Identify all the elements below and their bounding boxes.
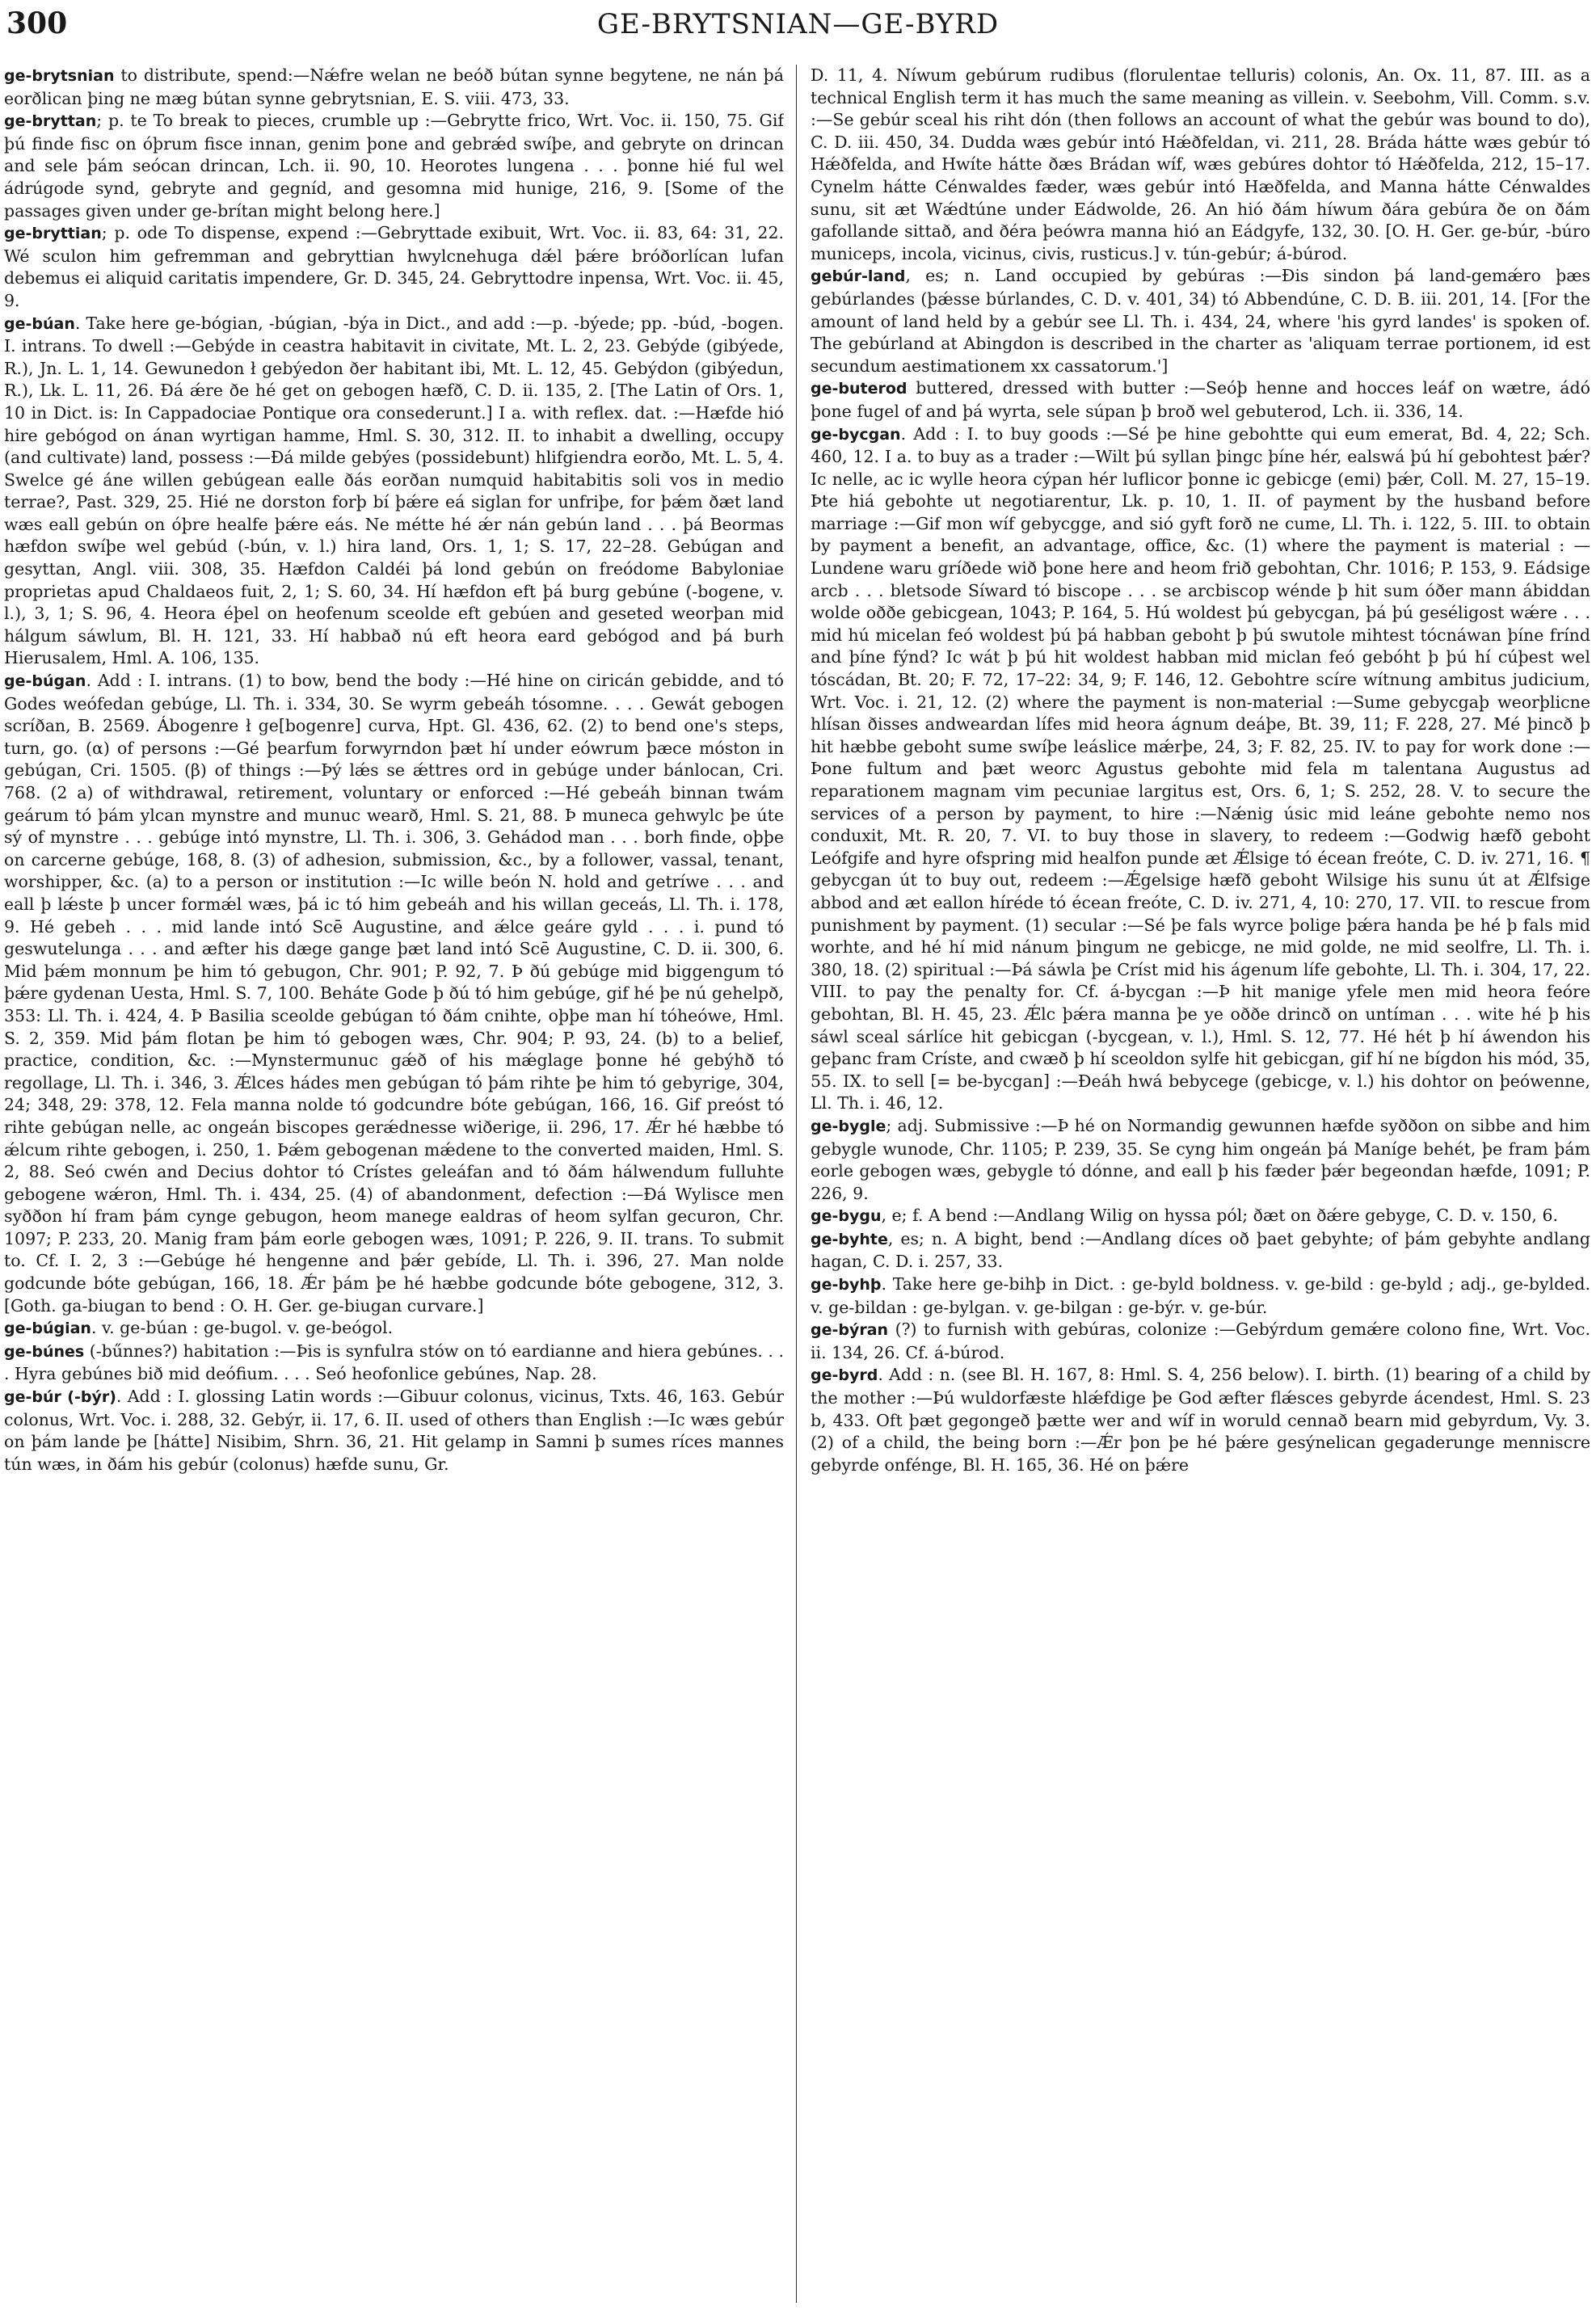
entry-headword: ge-byrd: [811, 1366, 878, 1385]
dictionary-entry: [811, 1273, 1590, 1319]
dictionary-entry: [4, 1317, 784, 1341]
entry-headword: ge-búr (-býr): [4, 1388, 116, 1407]
dictionary-entry: [811, 423, 1590, 1115]
entry-body: ; p. ode To dispense, expend :—Gebryttade exibuit, Wrt. Voc. ii. 83, 64: 31, 22. Wé sculon him gefremman and gebryttian hwylcnehuga dǽl þǽre bróðorlícan lufan debemus ei aliquid caritatis impendere, Gr. D. 345, 24. Gebryttodre inpensa, Wrt. Voc. ii. 45, 9.: [4, 223, 784, 310]
dictionary-entry: [811, 1205, 1590, 1228]
entry-headword: ge-byhte: [811, 1230, 888, 1248]
dictionary-entry: [811, 1115, 1590, 1205]
entry-body: . Add : n. (see Bl. H. 167, 8: Hml. S. 4, 256 below). I. birth. (1) bearing of a child by the mother :—Þú wuldorfæste hlǽfdige þe God æfter flǽsces gebyrde ácendest, Hml. S. 23 b, 433. Oft þæt gegongeð þætte wer and wíf in woruld cennað bearn mid gebyrdum, Vy. 3. (2) of a child, the being born :—Ǽr þon þe hé þǽre gesýnelican gegaderunge menniscre gebyrde onfénge, Bl. H. 165, 36. Hé on þǽre: [811, 1365, 1590, 1475]
entry-headword: ge-bycgan: [811, 425, 901, 444]
entry-body: ; p. te To break to pieces, crumble up :—Gebrytte frico, Wrt. Voc. ii. 150, 75. Gif þú finde fisc on óþrum fisce innan, genim þone and gebrǽd swíþe, and gebryte on drincan and sele þám seócan drincan, Lch. ii. 90, 10. Heorotes lungena . . . þonne hié ful wel ádrúgode synd, gebryte and gegníd, and gesomna mid hunige, 216, 9. [Some of the passages given under ge-brítan might belong here.]: [4, 111, 784, 221]
right-column: [811, 65, 1590, 2303]
left-column: [4, 65, 784, 2303]
dictionary-entry: [4, 110, 784, 222]
dictionary-entry: [811, 1364, 1590, 1476]
dictionary-entry: [4, 670, 784, 1317]
entry-headword: ge-búgian: [4, 1320, 91, 1338]
dictionary-entry: [811, 265, 1590, 377]
entry-body: . v. ge-búan : ge-bugol. v. ge-beógol.: [91, 1318, 394, 1338]
running-head: GE-BRYTSNIAN—GE-BYRD: [596, 8, 1000, 40]
entry-headword: ge-buterod: [811, 380, 907, 398]
dictionary-entry: [811, 377, 1590, 423]
entry-body: buttered, dressed with butter :—Seóþ henne and hocces leáf on wætre, ádó þone fugel of and þá wyrta, sele súpan þ broð wel gebuterod, Lch. ii. 336, 14.: [811, 378, 1590, 421]
entry-body: D. 11, 4. Níwum gebúrum rudibus (florulentae telluris) colonis, An. Ox. 11, 87. III. as a technical English term it has much the same meaning as villein. v. Seebohm, Vill. Comm. s.v. :—Se gebúr sceal his riht dón (then follows an account of what the gebúr was bound to do), C. D. iii. 450, 34. Dudda wæs gebúr intó Hǽðfeldan, vi. 211, 28. Bráda hátte wæs gebúr tó Hǽðfelda, and Hwíte hátte ðæs Brádan wíf, wæs gebúres dohtor tó Hǽðfelda, 212, 15–17. Cynelm hátte Cénwaldes fæder, wæs gebúr intó Hæðfelda, and Manna hátte Cénwaldes sunu, sit æt Wǽdtúne under Eádwolde, 26. An hió ðám híwum ðára gebúra ðe on ðám gafollande sittað, and ðéra þeówra manna hió an Eádgyfe, 132, 30. [O. H. Ger. ge-búr, -búro municeps, incola, vicinus, civis, rusticus.] v. tún-gebúr; á-búrod.: [811, 65, 1590, 263]
dictionary-entry: [4, 222, 784, 312]
page-number: 300: [6, 6, 68, 40]
entry-headword: ge-bygu: [811, 1207, 882, 1226]
column-divider: [796, 65, 797, 2303]
entry-headword: ge-bygle: [811, 1117, 886, 1135]
entry-body: (-bűnnes?) habitation :—Þis is synfulra stów on tó eardianne and hiera gebúnes. . . . Hyra gebúnes bið mid deófium. . . . Seó heofonlice gebúnes, Nap. 28.: [4, 1341, 784, 1384]
dictionary-entry: [811, 1319, 1590, 1364]
entry-body: . Add : I. glossing Latin words :—Gibuur colonus, vicinus, Txts. 46, 163. Gebúr colonus, Wrt. Voc. i. 288, 32. Gebýr, ii. 17, 6. II. used of others than English :—Ic wæs gebúr on þám lande þe [hátte] Nisibim, Shrn. 36, 21. Hit gelamp in Samni þ sumes ríces mannes tún wæs, in ðám his gebúr (colonus) hæfde sunu, Gr.: [4, 1387, 784, 1474]
entry-headword: ge-bryttan: [4, 112, 97, 131]
page-header: [0, 0, 1596, 57]
dictionary-entry: [811, 65, 1590, 265]
dictionary-entry: [4, 1386, 784, 1475]
entry-body: . Add : I. intrans. (1) to bow, bend the body :—Hé hine on ciricán gebidde, and tó Godes weófedan gebúge, Ll. Th. i. 334, 30. Se wyrm gebeáh tósomne. . . . Gewát gebogen scríðan, B. 2569. Ábogenre ł ge[bogenre] curva, Hpt. Gl. 436, 62. (2) to bend one's steps, turn, go. (α) of persons :—Gé þearfum forwyrndon þæt hí under eówrum þæce móston in gebúgan, Cri. 1505. (β) of things :—Þý lǽs se ǽttres ord in gebúge under bánlocan, Cri. 768. (2 a) of withdrawal, retirement, voluntary or enforced :—Hé gebeáh binnan twám geárum tó þám ylcan mynstre and munuc wearð, Hml. S. 21, 88. Þ muneca gehwylc þe úte sý of mynstre . . . gebúge intó mynstre, Ll. Th. i. 306, 3. Gehádod man . . . borh finde, oþþe on carcerne gebúge, 168, 8. (3) of adhesion, submission, &c., by a follower, vassal, tenant, worshipper, &c. (a) to a person or institution :—Ic wille beón N. hold and getríwe . . . and eall þ lǽste þ uncer formǽl wæs, þá ic tó him gebeáh and his willan geceás, Ll. Th. i. 178, 9. Hé gebeh . . . mid lande intó Scē Augustine, and ǽlce geáre gyld . . . i. pund tó geswutelunga . . . and æfter his dæge gange þæt land intó Scē Augustine, C. D. ii. 300, 6. Mid þǽm monnum þe him tó gebugon, Chr. 901; P. 92, 7. Þ ðú gebúge mid biggengum tó þǽre gydenan Uesta, Hml. S. 7, 100. Beháte Gode þ ðú tó him gebúge, gif hé þe nú gehelpð, 353: Ll. Th. i. 424, 4. Þ Basilia sceolde gebúgan tó ðám cnihte, oþþe man hí tóheówe, Hml. S. 2, 359. Mid þám flotan þe him tó gebogen wæs, Chr. 904; P. 93, 24. (b) to a belief, practice, condition, &c. :—Mynstermunuc gǽð of his mǽglage þonne hé gebýhð tó regollage, Ll. Th. i. 346, 3. Ǽlces hádes men gebúgan tó þám rihte þe him tó gebyrige, 304, 24; 348, 29: 378, 12. Fela manna nolde tó godcundre bóte gebúgan, 166, 16. Gif preóst tó rihte gebúgan nelle, ac ongeán biscopes gerǽdnesse wiðerige, ii. 296, 17. Ǽr hé hæbbe tó ǽlcum rihte gebogen, i. 250, 1. Þǽm gebogenan mǽdene to the converted maiden, Hml. S. 2, 88. Seó cwén and Decius dohtor tó Crístes geleáfan and tó ðám hálwendum fulluhte gebogene wǽron, Hml. Th. i. 434, 25. (4) of abandonment, defection :—Ðá Wylisce men syððon hí fram þám cynge gebugon, heom manege ealdras of heom sylfan gecuron, Chr. 1097; P. 233, 20. Manig fram þám eorle gebogen wæs, 1091; P. 226, 9. II. trans. To submit to. Cf. I. 2, 3 :—Gebúge hé hengenne and þǽr gebíde, Ll. Th. i. 396, 27. Man nolde godcunde bóte gebúgan, 166, 18. Ǽr þám þe hé hæbbe godcunde bóte gebogene, 312, 3. [Goth. ga-biugan to bend : O. H. Ger. ge-biugan curvare.]: [4, 671, 784, 1315]
entry-body: ; adj. Submissive :—Þ hé on Normandig gewunnen hæfde syððon on sibbe and him gebygle wunode, Chr. 1105; P. 239, 35. Se cyng him ongeán þá Maníge behét, þe fram þám eorle gebogen wæs, gebygle tó dónne, and eall þ his fæder þǽr begeondan hæfde, 1091; P. 226, 9.: [811, 1115, 1590, 1203]
entry-body: , e; f. A bend :—Andlang Wilig on hyssa pól; ðæt on ðǽre gebyge, C. D. v. 150, 6.: [881, 1206, 1558, 1226]
entry-headword: ge-byhþ: [811, 1276, 882, 1294]
entry-body: , es; n. A bight, bend :—Andlang díces oð þaet gebyhte; of þám gebyhte andlang hagan, C. D. i. 257, 33.: [811, 1228, 1590, 1272]
entry-headword: ge-búan: [4, 314, 75, 333]
entry-headword: ge-brytsnian: [4, 67, 115, 85]
entry-body: , es; n. Land occupied by gebúras :—Ðis sindon þá land-gemǽro þæs gebúrlandes (þǽsse búrlandes, C. D. v. 401, 34) tó Abbendúne, C. D. B. iii. 201, 14. [For the amount of land held by a gebúr see Ll. Th. i. 434, 24, where 'his gyrd landes' is spoken of. The gebúrland at Abingdon is described in the charter as 'aliquam terrae portionem, id est secundum aestimationem xx cassatorum.']: [811, 266, 1590, 376]
entry-headword: gebúr-land: [811, 267, 906, 286]
entry-body: (?) to furnish with gebúras, colonize :—Gebýrdum gemǽre colono fine, Wrt. Voc. ii. 134, 26. Cf. á-búrod.: [811, 1320, 1590, 1362]
entry-body: to distribute, spend:—Nǽfre welan ne beóð bútan synne begytene, ne nán þá eorðlican þing ne mæg bútan synne gebrytsnian, E. S. viii. 473, 33.: [4, 65, 784, 108]
entry-body: . Take here ge-bógian, -búgian, -býa in Dict., and add :—p. -býede; pp. -búd, -bogen. I. intrans. To dwell :—Gebýde in ceastra habitavit in civitate, Mt. L. 2, 23. Gebýde (gibýede, R.), Jn. L. 1, 14. Gewunedon ł gebýedon ðer habitant ibi, Mt. L. 12, 45. Gebýdon (gibýedun, R.), Lk. L. 11, 26. Ðá ǽre ðe hé get on gebogen hæfð, C. D. ii. 135, 2. [The Latin of Ors. 1, 10 in Dict. is: In Cappadociae Pontique ora consederunt.] I a. with reflex. dat. :—Hæfde hió hire gebógod on ánan wyrtigan hamme, Hml. S. 30, 312. II. to inhabit a dwelling, occupy (and cultivate) land, possess :—Ðá milde gebýes (possidebunt) hlifgiendra eorðo, Mt. L. 5, 4. Swelce gé áne willen gebúgean ealle ðás eorðan numquid habitabitis soli vos in medio terrae?, Past. 329, 25. Hié ne dorston forþ bí þǽre eá siglan for unfriþe, for þǽm ðæt land wæs eall gebún on óþre healfe þǽre eás. Ne métte hé ǽr nán gebún land . . . þá Beormas hæfdon swíþe wel gebúd (-bún, v. l.) hira land, Ors. 1, 1; S. 17, 22–28. Gebúgan and gesyttan, Angl. viii. 308, 35. Hæfdon Caldéi þá lond gebún on freódome Babyloniae proprietas apud Chaldaeos fuit, 2, 1; S. 60, 34. Hí hæfdon eft þá burg gebúne (-bogene, v. l.), 3, 1; S. 96, 4. Heora éþel on heofenum sceolde eft gebúen and geseted weorþan mid hálgum sáwlum, Bl. H. 121, 33. Hí habbað nú eft heora eard gebógod and þá burh Hierusalem, Hml. A. 106, 135.: [4, 313, 784, 668]
dictionary-entry: [4, 65, 784, 110]
dictionary-entry: [4, 313, 784, 671]
entry-body: . Add : I. to buy goods :—Sé þe hine gebohtte qui eum emerat, Bd. 4, 22; Sch. 460, 12. I a. to buy as a trader :—Wilt þú syllan þingc þíne hér, ealswá þú hí gebohtest þǽr? Ic nelle, ac ic wylle heora cýpan hér luflicor þonne ic gebicge (emi) þǽr, Coll. M. 27, 15–19. Þte hiá gebohte ut negotiarentur, Lk. p. 10, 1. II. of payment by the husband before marriage :—Gif mon wíf gebycgge, and sió gyft forð ne cume, Ll. Th. i. 122, 5. III. to obtain by payment a benefit, an advantage, office, &c. (1) where the payment is material : —Lundene waru gríðede wið þone here and heom frið gebohtan, Chr. 1016; P. 153, 9. Eádsige arcb . . . bletsode Síward tó biscope . . . se arcbiscop wénde þ hit sum óðer mann ábiddan wolde oððe gebicgean, 1043; P. 164, 5. Hú woldest þú gebycgan, þá þú geséligost wǽre . . . mid hú micelan feó woldest þú þá habban geboht þ þú swutole mihtest tócnáwan þíne frínd and þíne fýnd? Ic wát þ þú hit woldest habban mid miclan feó gebóht þ þú hí cúþest wel tóscádan, Bt. 20; F. 72, 17–22: 34, 9; F. 146, 12. Gebohtre scíre wítnung ambitus judicium, Wrt. Voc. i. 21, 12. (2) where the payment is non-material :—Sume gebycgaþ weorþlicne hlísan ðisses andweardan lífes mid heora ágnum deáþe, Bt. 39, 11; F. 228, 27. Mé þincð þ hit hæbbe geboht sume swíþe leáslice mǽrþe, 24, 3; F. 82, 25. IV. to pay for work done :—Þone fultum and þæt weorc Agustus gebohte mid fela m talentana Augustus ad reparationem magnam vim pecuniae largitus est, Ors. 6, 1; S. 252, 28. V. to secure the services of a person by payment, to hire :—Nǽnig úsic mid leáne gebohte nemo nos conduxit, Mt. R. 20, 7. VI. to buy those in slavery, to redeem :—Godwig hæfð geboht Leófgife and hyre ofspring mid healfon punde æt Ǽlsige tó écean freóte, C. D. iv. 271, 16. ¶ gebycgan út to buy out, redeem :—Ǽgelsige hæfð geboht Wilsige his sunu út at Ǽlfsige abbod and æt eallon híréde tó écean freóte, C. D. iv. 271, 4, 10: 270, 17. VII. to rescue from punishment by payment. (1) secular :—Sé þe fals wyrce þolige þǽra handa þe hé þ fals mid worhte, and hé hí mid nánum þingum ne gebicge, ne mid golde, ne mid seolfre, Ll. Th. i. 380, 18. (2) spiritual :—Þá sáwla þe Críst mid his ágenum lífe gebohte, Ll. Th. i. 304, 17, 22. VIII. to pay the penalty for. Cf. á-bycgan :—Þ hit manige yfele men mid heora feóre gebohtan, Bl. H. 45, 23. Ǽlc þǽra manna þe ye oððe drincð on untíman . . . wite hé þ his sáwl sceal sárlíce hit gebicgan (-bycgean, v. l.), Hml. S. 12, 77. Hé hét þ hí áwendon his geþanc fram Críste, and cwæð þ hí sceoldon sylfe hit gebicgan, gif hí ne bígdon his mód, 35, 55. IX. to sell [= be-bycgan] :—Ðeáh hwá bebycege (gebicge, v. l.) his dohtor on þeówenne, Ll. Th. i. 46, 12.: [811, 423, 1590, 1113]
entry-headword: ge-bryttian: [4, 225, 102, 243]
entry-headword: ge-býran: [811, 1321, 889, 1340]
dictionary-entry: [811, 1228, 1590, 1273]
entry-headword: ge-búnes: [4, 1342, 85, 1361]
entry-headword: ge-búgan: [4, 672, 86, 691]
entry-body: . Take here ge-bihþ in Dict. : ge-byld boldness. v. ge-bild : ge-byld ; adj., ge-bylded. v. ge-bildan : ge-bylgan. v. ge-bilgan : ge-býr. v. ge-búr.: [811, 1274, 1590, 1317]
dictionary-entry: [4, 1341, 784, 1386]
